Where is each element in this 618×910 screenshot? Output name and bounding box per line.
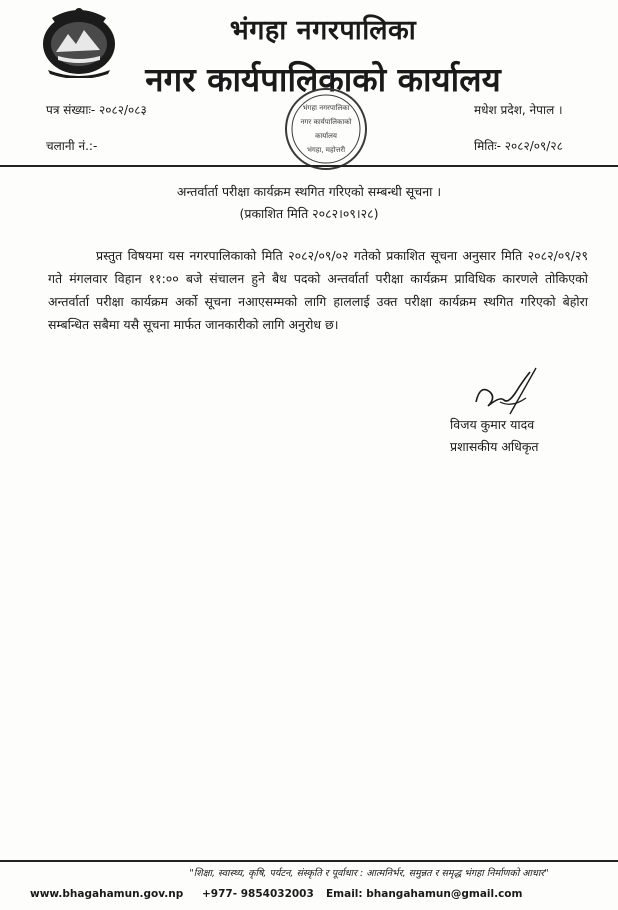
dispatch-number: चलानी नं.:- bbox=[46, 139, 98, 153]
official-stamp bbox=[283, 86, 369, 172]
notice-body bbox=[48, 244, 588, 336]
letter-date: मितिः- २०८२/०९/२८ bbox=[474, 139, 563, 153]
subject-title: अन्तर्वार्ता परीक्षा कार्यक्रम स्थगित गरिएको सम्बन्धी सूचना । bbox=[176, 184, 442, 199]
municipality-name: भंगहा नगरपालिका bbox=[229, 15, 417, 46]
body-paragraph: प्रस्तुत विषयमा यस नगरपालिकाको मिति २०८२/०९/०२ गतेको प्रकाशित सूचना अनुसार मिति २०८२/०९/२९ गते मंगलवार विहान ११:०० बजे संचालन हुने बैध पदको अन्तर्वार्ता परीक्षा कार्यक्रम प्राविधिक कारणले तोकिएको अन्तर्वार्ता परीक्षा कार्यक्रम अर्को सूचना नआएसम्मको लागि हाललाई उक्त परीक्षा कार्यक्रम स्थगित गरिएको बेहोरा सम्बन्धित सबैमा यसै सूचना मार्फत जानकारीको लागि अनुरोध छ। bbox=[48, 248, 588, 332]
signatory-block bbox=[450, 414, 539, 458]
stamp-line-4: भंगहा, महोत्तरी bbox=[306, 146, 346, 154]
notice-subject bbox=[0, 181, 618, 225]
signatory-name: विजय कुमार यादव bbox=[450, 417, 535, 432]
footer-website: www.bhagahamun.gov.np bbox=[30, 888, 184, 900]
footer-divider bbox=[0, 860, 618, 862]
footer-email: Email: bhangahamun@gmail.com bbox=[326, 888, 523, 900]
header-divider bbox=[0, 165, 618, 167]
signatory-title: प्रशासकीय अधिकृत bbox=[450, 439, 539, 454]
published-date: (प्रकाशित मिति २०८२।०९।२८) bbox=[239, 206, 379, 221]
letter-number: पत्र संख्याः- २०८२/०८३ bbox=[46, 103, 147, 117]
stamp-line-3: कार्यालय bbox=[315, 132, 337, 140]
footer-phone: +977- 9854032003 bbox=[202, 888, 314, 900]
footer-motto: "शिक्षा, स्वास्थ्य, कृषि, पर्यटन, संस्कृति र पूर्वाधार : आत्मनिर्भर, समुन्नत र समृद्ध भंगहा निर्माणको आधार" bbox=[189, 868, 549, 879]
province-label: मधेश प्रदेश, नेपाल । bbox=[474, 103, 563, 117]
stamp-line-1: भंगहा नगरपालिका bbox=[302, 104, 350, 112]
handwritten-signature bbox=[470, 362, 540, 422]
office-title: नगर कार्यपालिकाको कार्यालय bbox=[145, 60, 501, 99]
stamp-line-2: नगर कार्यपालिकाको bbox=[300, 118, 352, 126]
